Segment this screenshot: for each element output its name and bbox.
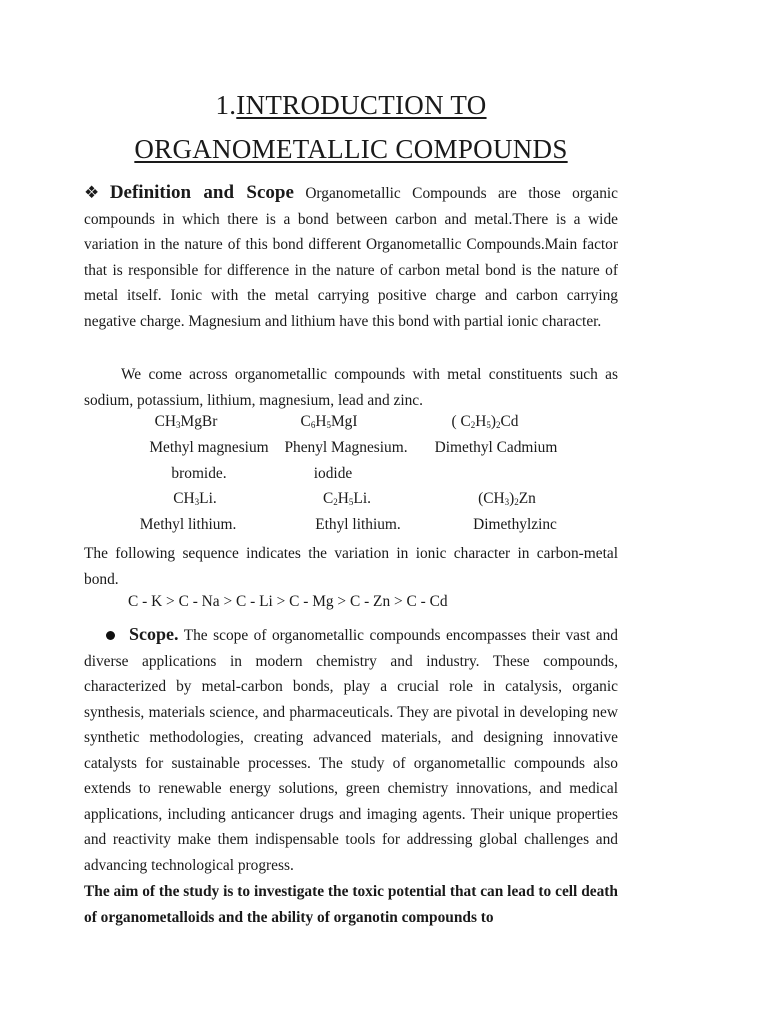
compound-name-2: Phenyl Magnesium. <box>284 439 408 456</box>
sequence-intro: The following sequence indicates the variation in ionic character in carbon-metal bond. <box>84 545 618 588</box>
scope-heading: Scope. <box>129 624 179 644</box>
page-title-line-1 <box>84 90 618 121</box>
page-title-line-2 <box>84 134 618 165</box>
definition-paragraph <box>84 180 618 334</box>
compound-name-1-cont: bromide. <box>171 465 227 482</box>
compound-name-1: Methyl magnesium <box>149 439 269 456</box>
diamond-bullet-icon: ❖ <box>84 183 107 202</box>
definition-heading: Definition and Scope <box>109 182 294 203</box>
title-text-line-1: INTRODUCTION TO <box>236 90 487 120</box>
scope-paragraph <box>84 622 618 878</box>
title-text-line-2: ORGANOMETALLIC COMPOUNDS <box>134 134 568 164</box>
compound-formula-3: ( $C_2H_5)_2Cd$ <box>451 413 519 430</box>
compound-name-2-cont: iodide <box>313 465 353 482</box>
round-bullet-icon <box>106 631 115 640</box>
compound-name-4: Methyl lithium. <box>139 516 237 533</box>
compound-formula-2: $C_6H_5MgI$ <box>300 413 358 430</box>
compound-name-3: Dimethyl Cadmium <box>434 439 558 456</box>
compound-formula-4: $CH_3Li$. <box>173 490 217 507</box>
ionic-sequence: C - K > C - Na > C - Li > C - Mg > C - Zn > C - Cd <box>128 593 448 610</box>
aim-paragraph: The aim of the study is to investigate the toxic potential that can lead to cell death of organometalloids and the ability of organotin compounds to <box>84 883 618 926</box>
compound-formula-6: $(CH_3)_2Zn$ <box>478 490 536 507</box>
scope-text: The scope of organometallic compounds encompasses their vast and diverse applications in modern chemistry and industry. These compounds, characterized by metal-carbon bonds, play a crucial role in catalysis, organic synthesis, materials science, and pharmaceuticals. They are pivotal in developing new synthetic methodologies, creating advanced materials, and designing innovative catalysts for sustainable processes. The study of organometallic compounds also extends to renewable energy solutions, green chemistry innovations, and medical applications, including anticancer drugs and imaging agents. Their unique properties and reactivity make them indispensable tools for addressing global challenges and advancing technological progress. <box>84 627 618 874</box>
compound-name-5: Ethyl lithium. <box>315 516 401 533</box>
compound-name-6: Dimethylzinc <box>473 516 557 533</box>
compound-formula-5: $C_2H_5Li$. <box>323 490 371 507</box>
compound-formula-1: $CH_3MgBr$ <box>154 413 218 430</box>
definition-text: Organometallic Compounds are those organic compounds in which there is a bond between carbon and metal.There is a wide variation in the nature of this bond different Organometallic Compounds.Main factor that is responsible for difference in the nature of carbon metal bond is the nature of metal itself. Ionic with the metal carrying positive charge and carbon carrying negative charge. Magnesium and lithium have this bond with partial ionic character. <box>84 185 618 330</box>
constituents-paragraph: We come across organometallic compounds with metal constituents such as sodium, potassium, lithium, magnesium, lead and zinc. <box>84 366 618 409</box>
title-number: 1. <box>215 90 237 120</box>
